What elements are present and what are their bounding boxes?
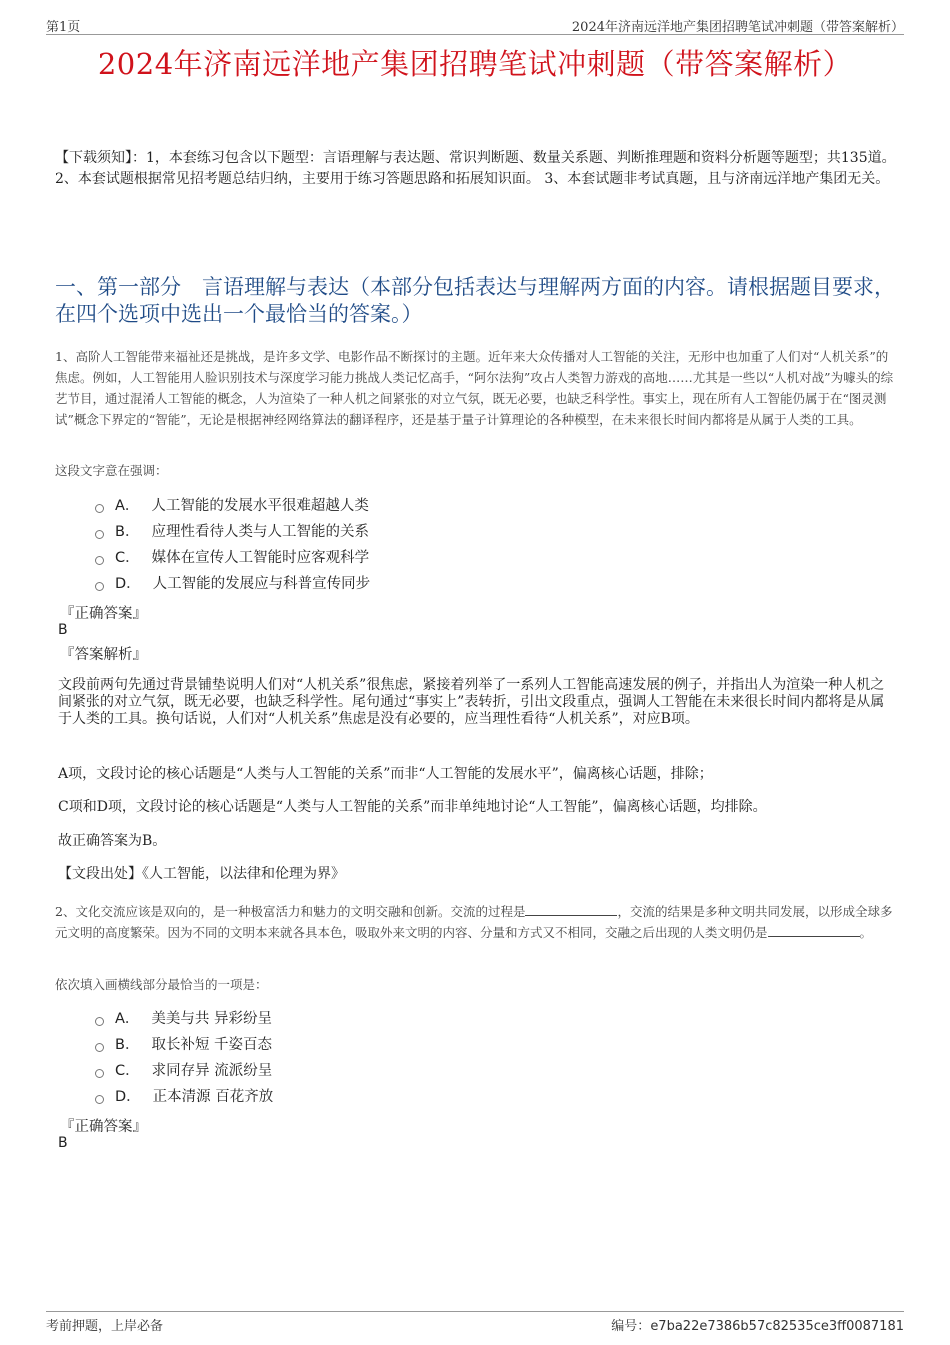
- page-footer: [46, 1311, 904, 1332]
- analysis-paragraph: C项和D项，文段讨论的核心话题是“人类与人工智能的关系”而非单纯地讨论“人工智能”，偏离核心话题，均排除。: [58, 799, 767, 815]
- option-text: 应理性看待人类与人工智能的关系: [151, 524, 369, 540]
- question-1-option-d[interactable]: D． 人工智能的发展应与科普宣传同步: [95, 571, 370, 597]
- question-1-option-b[interactable]: B． 应理性看待人类与人工智能的关系: [95, 519, 370, 545]
- download-notice: 【下载须知】：1，本套练习包含以下题型：言语理解与表达题、常识判断题、数量关系题、判断推理题和资料分析题等题型；共135道。 2、本套试题根据常见招考题总结归纳，主要用于练习答题思路和拓展知识面。 3、本套试题非考试真题，且与济南远洋地产集团无关。: [55, 150, 896, 187]
- question-1-text: 1、高阶人工智能带来福祉还是挑战，是许多文学、电影作品不断探讨的主题。近年来大众传播对人工智能的关注，无形中也加重了人们对“人机关系”的焦虑。例如，人工智能用人脸识别技术与深度学习能力挑战人类记忆高手，“阿尔法狗”攻占人类智力游戏的高地……尤其是一些以“人机对战”为噱头的综艺节目，通过混淆人工智能的概念，人为渲染了一种人机之间紧张的对立气氛，既无必要，也缺乏科学性。事实上，现在所有人工智能仍属于在“图灵测试”概念下界定的“智能”，无论是根据神经网络算法的翻译程序，还是基于量子计算理论的各种模型，在未来很长时间内都将是从属于人类的工具。: [55, 349, 894, 427]
- option-text: 媒体在宣传人工智能时应客观科学: [151, 550, 370, 566]
- passage-source: 【文段出处】《人工智能，以法律和伦理为界》: [58, 866, 345, 882]
- radio-icon[interactable]: [95, 1095, 104, 1104]
- analysis-paragraph: 文段前两句先通过背景铺垫说明人们对“人机关系”很焦虑，紧接着列举了一系列人工智能高速发展的例子，并指出人为渲染一种人机之间紧张的对立气氛，既无必要，也缺乏科学性。尾句通过“事实上”表转折，引出文段重点，强调人工智能在未来很长时间内都将是从属于人类的工具。换句话说，人们对“人机关系”焦虑是没有必要的，应当理性看待“人机关系”，对应B项。: [58, 677, 885, 727]
- question-1-option-a[interactable]: A． 人工智能的发展水平很难超越人类: [95, 493, 370, 519]
- question-2-option-b[interactable]: B． 取长补短 千姿百态: [95, 1032, 273, 1058]
- footer-slogan: 考前押题，上岸必备: [46, 1319, 164, 1334]
- fill-blank: [525, 903, 617, 916]
- option-text: 正本清源 百花齐放: [152, 1089, 274, 1105]
- option-text: 求同存异 流派纷呈: [151, 1063, 273, 1079]
- radio-icon[interactable]: [95, 1017, 104, 1026]
- question-1-options: [95, 493, 370, 597]
- question-1-option-c[interactable]: C． 媒体在宣传人工智能时应客观科学: [95, 545, 370, 571]
- radio-icon[interactable]: [95, 1043, 104, 1052]
- question-2-option-d[interactable]: D． 正本清源 百花齐放: [95, 1084, 273, 1110]
- question-2-prompt: 依次填入画横线部分最恰当的一项是：: [55, 977, 268, 992]
- page-title: 2024年济南远洋地产集团招聘笔试冲刺题（带答案解析）: [97, 47, 853, 81]
- header-doc-title: 2024年济南远洋地产集团招聘笔试冲刺题（带答案解析）: [571, 20, 904, 35]
- question-1-answer: B: [58, 622, 68, 638]
- option-text: 取长补短 千姿百态: [151, 1037, 273, 1053]
- question-1-answer-label: 『正确答案』: [60, 606, 147, 622]
- radio-icon[interactable]: [95, 504, 104, 513]
- page-number: 第1页: [46, 20, 81, 35]
- question-2-text: 2、文化交流应该是双向的，是一种极富活力和魅力的文明交融和创新。交流的过程是 ，交流的结果是多种文明共同发展，以形成全球多元文明的高度繁荣。因为不同的文明本来就各具本色，吸取外来文明的内容、分量和方式又不相同，交融之后出现的人类文明仍是 。: [55, 904, 893, 940]
- section-heading: 一、第一部分 言语理解与表达（本部分包括表达与理解两方面的内容。请根据题目要求，在四个选项中选出一个最恰当的答案。）: [55, 275, 895, 326]
- question-1-analysis-label: 『答案解析』: [60, 647, 147, 663]
- question-2-answer: B: [58, 1135, 68, 1151]
- option-text: 人工智能的发展应与科普宣传同步: [152, 576, 371, 592]
- question-2-options: [95, 1006, 273, 1110]
- document-code: 编号：e7ba22e7386b57c82535ce3ff0087181: [611, 1319, 904, 1334]
- question-2-option-a[interactable]: A． 美美与共 异彩纷呈: [95, 1006, 273, 1032]
- analysis-paragraph: A项，文段讨论的核心话题是“人类与人工智能的关系”而非“人工智能的发展水平”，偏离核心话题，排除；: [58, 766, 713, 782]
- radio-icon[interactable]: [95, 530, 104, 539]
- question-2-option-c[interactable]: C． 求同存异 流派纷呈: [95, 1058, 273, 1084]
- analysis-paragraph: 故正确答案为B。: [58, 833, 167, 849]
- radio-icon[interactable]: [95, 1069, 104, 1078]
- radio-icon[interactable]: [95, 556, 104, 565]
- option-text: 人工智能的发展水平很难超越人类: [151, 498, 369, 514]
- question-1-prompt: 这段文字意在强调：: [55, 463, 168, 478]
- option-text: 美美与共 异彩纷呈: [151, 1011, 273, 1027]
- page-header: [46, 14, 904, 35]
- fill-blank: [768, 924, 860, 937]
- question-2-answer-label: 『正确答案』: [60, 1119, 147, 1135]
- radio-icon[interactable]: [95, 582, 104, 591]
